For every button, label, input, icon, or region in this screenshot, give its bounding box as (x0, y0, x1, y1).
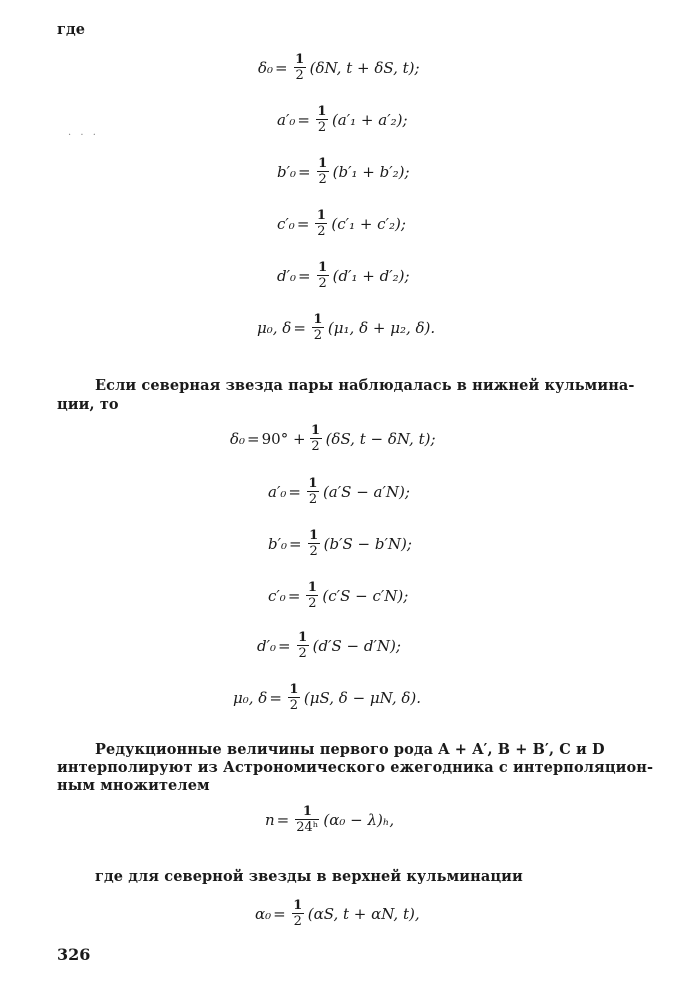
paragraph-1-line-1: Если северная звезда пары наблюдалась в нижней кульмина- (95, 377, 635, 394)
fraction: $\frac{1}{2}$ (308, 476, 318, 507)
equation-d0-lower: d′₀ = $\frac{1}{2}$ (d′S − d′N); (257, 630, 401, 661)
equation-a0-lower: a′₀ = $\frac{1}{2}$ (a′S − a′N); (268, 476, 410, 507)
fraction: $\frac{1}{2}$ (298, 630, 308, 661)
equation-b0: b′₀ = $\frac{1}{2}$ (b′₁ + b′₂); (277, 156, 410, 187)
fraction: $\frac{1}{2}$ (316, 208, 326, 239)
fraction: $\frac{1}{2}$ (318, 156, 328, 187)
paragraph-2-line-1: Редукционные величины первого рода A + A′, B + B′, C и D (95, 741, 605, 758)
equation-d0: d′₀ = $\frac{1}{2}$ (d′₁ + d′₂); (277, 260, 410, 291)
fraction: $\frac{1}{2}$ (311, 423, 321, 454)
fraction: $\frac{1}{2}$ (307, 580, 317, 611)
fraction: $\frac{1}{2}$ (289, 682, 299, 713)
equation-delta0: δ₀ = $\frac{1}{2}$ (δN, t + δS, t); (258, 52, 420, 83)
equation-a0: a′₀ = $\frac{1}{2}$ (a′₁ + a′₂); (277, 104, 408, 135)
equation-b0-lower: b′₀ = $\frac{1}{2}$ (b′S − b′N); (268, 528, 412, 559)
page-number: 326 (57, 945, 91, 964)
paragraph-3-line-1: где для северной звезды в верхней кульминации (95, 868, 523, 885)
paragraph-2-line-3: ным множителем (57, 777, 210, 794)
equation-alpha0: α₀ = $\frac{1}{2}$ (αS, t + αN, t), (255, 898, 420, 929)
fraction: $\frac{1}{\text{24ʰ}}$ (296, 804, 319, 835)
paragraph-1-line-2: ции, то (57, 396, 119, 413)
fraction: $\frac{1}{2}$ (293, 898, 303, 929)
equation-mu0: μ₀, δ = $\frac{1}{2}$ (μ₁, δ + μ₂, δ). (257, 312, 436, 343)
fraction: $\frac{1}{2}$ (318, 260, 328, 291)
fraction: $\frac{1}{2}$ (313, 312, 323, 343)
equation-c0-lower: c′₀ = $\frac{1}{2}$ (c′S − c′N); (268, 580, 409, 611)
equation-mu0-lower: μ₀, δ = $\frac{1}{2}$ (μS, δ − μN, δ). (233, 682, 422, 713)
equation-c0: c′₀ = $\frac{1}{2}$ (c′₁ + c′₂); (277, 208, 406, 239)
eq-rhs: (δN, t + δS, t); (309, 58, 420, 77)
equation-delta0-lower: δ₀ = 90° + $\frac{1}{2}$ (δS, t − δN, t); (230, 423, 436, 454)
equation-n: n = $\frac{1}{\text{24ʰ}}$ (α₀ − λ)ₕ, (265, 804, 395, 835)
fraction: $\frac{1}{2}$ (309, 528, 319, 559)
fraction: $\frac{1}{2}$ (317, 104, 327, 135)
fraction: $\frac{1}{2}$ (295, 52, 305, 83)
eq-lhs: δ₀ (258, 58, 274, 77)
paragraph-2-line-2: интерполируют из Астрономического ежегодника с интерполяцион- (57, 759, 654, 776)
page-speck: · · · (68, 130, 99, 141)
intro-word: где (57, 21, 86, 38)
